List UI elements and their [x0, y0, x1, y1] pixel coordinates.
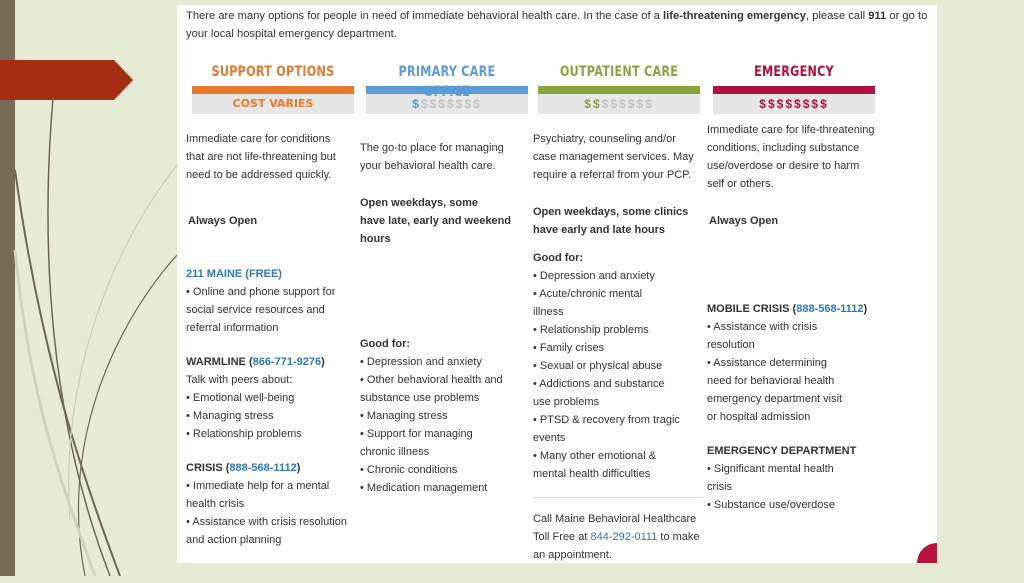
outpatient-list: • Depression and anxiety • Acute/chronic mental illness • Relationship problems • Family crises • Sexual or physical abuse • Addictions and substance use problems • PTSD & recovery from tragic events • Many other emotional & mental health difficulties	[533, 270, 680, 480]
dollar-inactive-icon: $	[420, 97, 430, 111]
outpatient-call-text: Call Maine Behavioral Healthcare Toll Free at 844-292-0111 to make an appointment.	[533, 513, 700, 561]
header-color-bar	[713, 86, 875, 94]
ed-heading: EMERGENCY DEPARTMENT	[707, 445, 857, 457]
dollar-active-icon: $	[802, 97, 812, 111]
dollar-active-icon: $	[776, 97, 786, 111]
dollar-inactive-icon: $	[464, 97, 474, 111]
dollar-active-icon: $	[820, 97, 829, 111]
dollar-inactive-icon: $	[473, 97, 482, 111]
header-primary-care-office	[366, 62, 528, 114]
cost-indicator: COST VARIES	[192, 94, 354, 114]
primary-hours: Open weekdays, some have late, early and weekend hours	[360, 197, 512, 245]
ed-list: • Significant mental health crisis • Substance use/overdose	[707, 463, 835, 511]
dollar-inactive-icon: $	[636, 97, 646, 111]
mbh-phone-link[interactable]: 844-292-0111	[590, 531, 658, 543]
dollar-inactive-icon: $	[645, 97, 654, 111]
divider	[533, 497, 703, 498]
dollar-active-icon: $	[794, 97, 803, 111]
header-title: SUPPORT OPTIONS	[211, 64, 335, 80]
emergency-hours: Always Open	[709, 215, 779, 227]
header-color-bar	[192, 86, 354, 94]
support-description: Immediate care for conditions that are not life-threatening but need to be addressed quickly.	[186, 133, 336, 181]
slide-number-badge	[917, 543, 957, 583]
content-panel	[177, 5, 937, 563]
dollar-active-icon: $	[592, 97, 602, 111]
support-hours: Always Open	[188, 215, 258, 227]
header-outpatient-care	[538, 62, 700, 114]
warmline-list: Talk with peers about: • Emotional well-being • Managing stress • Relationship problems	[186, 374, 302, 440]
dollar-active-icon: $	[759, 97, 768, 111]
intro-text: There are many options for people in need of immediate behavioral health care. In the case of a life-threatening emergency, please call 911 or go to your local hospital emergency department.	[186, 10, 928, 40]
dollar-active-icon: $	[584, 97, 593, 111]
header-title: EMERGENCY	[754, 64, 834, 80]
decorative-curves	[0, 0, 180, 576]
crisis-phone-link[interactable]: 888-568-1112	[229, 462, 297, 474]
cost-indicator	[713, 94, 875, 114]
dollar-inactive-icon: $	[455, 97, 465, 111]
header-support-options	[192, 62, 354, 114]
outpatient-description: Psychiatry, counseling and/or case management services. May require a referral from your PCP.	[533, 133, 694, 181]
mobile-crisis-heading: MOBILE CRISIS (888-568-1112)	[707, 303, 868, 315]
emergency-description: Immediate care for life-threatening conditions, including substance use/overdose or desire to harm self or others.	[707, 124, 875, 190]
crisis-list: • Immediate help for a mental health crisis • Assistance with crisis resolution and action planning	[186, 480, 347, 546]
dollar-inactive-icon: $	[429, 97, 439, 111]
primary-good-for: Good for:	[360, 338, 411, 350]
dollar-active-icon: $	[785, 97, 794, 111]
header-color-bar	[538, 86, 700, 94]
warmline-phone-link[interactable]: 866-771-9276	[252, 356, 322, 368]
mobile-crisis-list: • Assistance with crisis resolution • Assistance determining need for behavioral health emergency department visit or hospital admission	[707, 321, 843, 423]
primary-description: The go-to place for managing your behavioral health care.	[360, 142, 504, 172]
dollar-inactive-icon: $	[447, 97, 456, 111]
mobile-crisis-phone-link[interactable]: 888-568-1112	[796, 303, 864, 315]
maine211-list: • Online and phone support for social service resources and referral information	[186, 286, 336, 334]
dollar-inactive-icon: $	[627, 97, 637, 111]
outpatient-hours: Open weekdays, some clinics have early and late hours	[533, 206, 689, 236]
primary-list: • Depression and anxiety • Other behavioral health and substance use problems • Managing stress • Support for managing chronic illness • Chronic conditions • Medication management	[360, 356, 503, 494]
outpatient-good-for: Good for:	[533, 252, 584, 264]
dollar-active-icon: $	[412, 97, 421, 111]
warmline-heading: WARMLINE (866-771-9276)	[186, 356, 325, 368]
maine211-heading[interactable]: 211 MAINE (FREE)	[186, 268, 282, 280]
cost-indicator	[538, 94, 700, 114]
header-emergency	[713, 62, 875, 114]
dollar-active-icon: $	[767, 97, 777, 111]
dollar-inactive-icon: $	[610, 97, 619, 111]
header-title: OUTPATIENT CARE	[559, 64, 679, 80]
dollar-inactive-icon: $	[438, 97, 447, 111]
dollar-active-icon: $	[811, 97, 821, 111]
header-title: PRIMARY CARE OFFICE	[398, 64, 496, 100]
dollar-inactive-icon: $	[619, 97, 628, 111]
crisis-heading: CRISIS (888-568-1112)	[186, 462, 301, 474]
dollar-inactive-icon: $	[601, 97, 611, 111]
